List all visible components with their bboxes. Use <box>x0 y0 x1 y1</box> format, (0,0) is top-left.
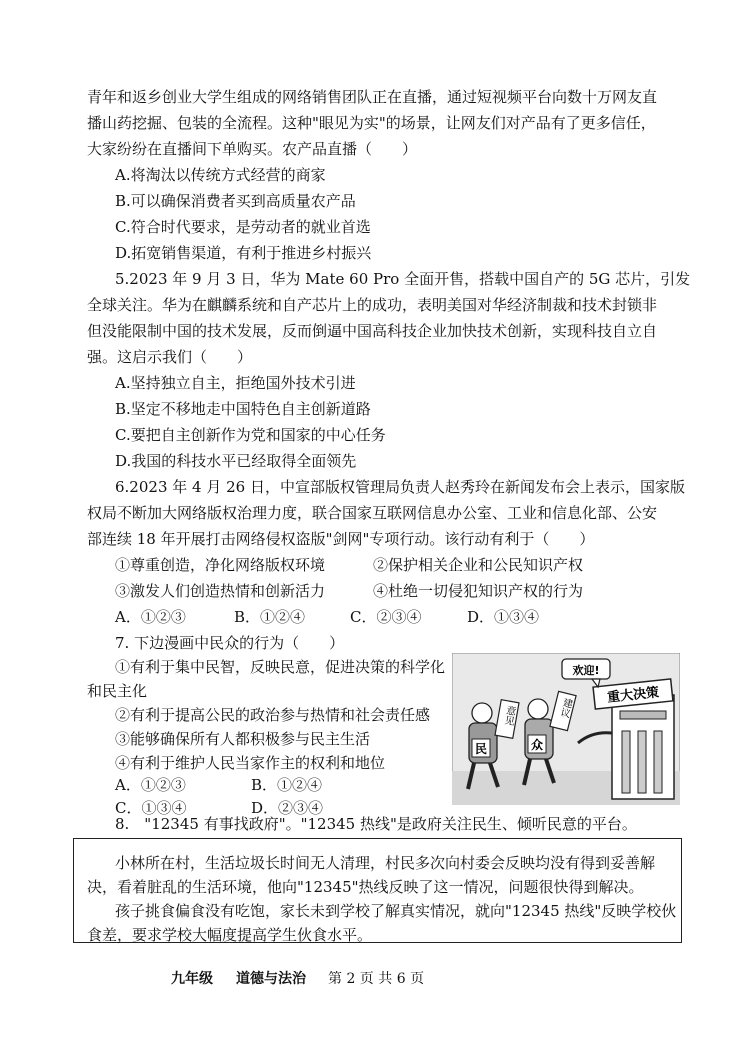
q4-line-2: 播山药挖掘、包装的全流程。这种"眼见为实"的场景，让网友们对产品有了更多信任， <box>87 114 656 132</box>
q6-choice-c: C．②③④ <box>350 608 422 626</box>
cartoon-paper-text-1: 意见 <box>501 704 516 727</box>
cartoon-paper-text-2: 建议 <box>557 696 573 719</box>
building-icon <box>612 695 674 799</box>
q5-line-3: 但没能限制中国的技术发展，反而倒逼中国高科技企业加快技术创新，实现科技自立自 <box>87 322 658 340</box>
cartoon-illustration <box>452 653 680 805</box>
q7-choice-b: B．①②④ <box>251 776 323 794</box>
q6-statement-2: ②保护相关企业和公民知识产权 <box>373 556 584 574</box>
q7-choice-c: C．①③④ <box>115 799 187 817</box>
q6-line-3: 部连续 18 年开展打击网络侵权盗版"剑网"专项行动。该行动有利于（ ） <box>87 530 595 548</box>
q8-material-p1-line1: 小林所在村，生活垃圾长时间无人清理，村民多次向村委会反映均没有得到妥善解 <box>115 854 656 872</box>
q4-option-c: C.符合时代要求，是劳动者的就业首选 <box>115 218 371 236</box>
q6-statement-4: ④杜绝一切侵犯知识产权的行为 <box>373 582 584 600</box>
q8-material-p2-line2: 食差，要求学校大幅度提高学生伙食水平。 <box>87 926 373 944</box>
q7-statement-1-cont: 和民主化 <box>87 682 148 700</box>
q5-line-4: 强。这启示我们（ ） <box>87 348 253 366</box>
footer-grade: 九年级 <box>171 971 213 987</box>
footer-page-number: 第 2 页 共 6 页 <box>328 971 425 987</box>
q7-statement-3: ③能够确保所有人都积极参与民主生活 <box>115 730 371 748</box>
q7-choice-a: A．①②③ <box>115 776 186 794</box>
q7-stem: 7. 下边漫画中民众的行为（ ） <box>115 634 345 652</box>
cartoon-shirt-text-2: 众 <box>530 738 544 752</box>
footer-subject: 道德与法治 <box>236 971 306 987</box>
q6-line-1: 6.2023 年 4 月 26 日，中宣部版权管理局负责人赵秀玲在新闻发布会上表示，国家版 <box>115 478 685 496</box>
q4-option-d: D.拓宽销售渠道，有利于推进乡村振兴 <box>115 244 372 262</box>
q8-material-p1-line2: 决，看着脏乱的生活环境，他向"12345"热线反映了这一情况，问题很快得到解决。 <box>87 878 644 896</box>
q8-stem: 8. "12345 有事找政府"。"12345 热线"是政府关注民生、倾听民意的平台。 <box>115 815 637 833</box>
q5-option-a: A.坚持独立自主，拒绝国外技术引进 <box>115 374 356 392</box>
q7-statement-1: ①有利于集中民智，反映民意，促进决策的科学化 <box>115 658 446 676</box>
q5-line-1: 5.2023 年 9 月 3 日，华为 Mate 60 Pro 全面开售，搭载中国自产的 5G 芯片，引发 <box>115 270 691 288</box>
q8-material-p2-line1: 孩子挑食偏食没有吃饱，家长未到学校了解真实情况，就向"12345 热线"反映学校伙 <box>115 902 677 920</box>
q6-choice-b: B．①②④ <box>234 608 306 626</box>
cartoon-shirt-text-1: 民 <box>474 742 488 756</box>
q4-line-1: 青年和返乡创业大学生组成的网络销售团队正在直播，通过短视频平台向数十万网友直 <box>87 88 658 106</box>
q6-statement-3: ③激发人们创造热情和创新活力 <box>115 582 326 600</box>
q5-line-2: 全球关注。华为在麒麟系统和自产芯片上的成功，表明美国对华经济制裁和技术封锁非 <box>87 296 658 314</box>
q7-statement-2: ②有利于提高公民的政治参与热情和社会责任感 <box>115 706 431 724</box>
q4-option-b: B.可以确保消费者买到高质量农产品 <box>115 192 356 210</box>
q5-option-c: C.要把自主创新作为党和国家的中心任务 <box>115 426 386 444</box>
q7-statement-4: ④有利于维护人民当家作主的权利和地位 <box>115 754 386 772</box>
q6-statement-1: ①尊重创造，净化网络版权环境 <box>115 556 326 574</box>
q5-option-b: B.坚定不移地走中国特色自主创新道路 <box>115 400 371 418</box>
q4-line-3: 大家纷纷在直播间下单购买。农产品直播（ ） <box>87 140 418 158</box>
q6-line-2: 权局不断加大网络版权治理力度，联合国家互联网信息办公室、工业和信息化部、公安 <box>87 504 658 522</box>
q4-option-a: A.将淘汰以传统方式经营的商家 <box>115 166 326 184</box>
q6-choice-a: A．①②③ <box>115 608 186 626</box>
cartoon-bubble-text: 欢迎! <box>572 664 600 677</box>
q5-option-d: D.我国的科技水平已经取得全面领先 <box>115 452 357 470</box>
q6-choice-d: D．①③④ <box>467 608 540 626</box>
q7-choice-d: D．②③④ <box>251 799 324 817</box>
cartoon-sign-text: 重大决策 <box>606 685 660 706</box>
